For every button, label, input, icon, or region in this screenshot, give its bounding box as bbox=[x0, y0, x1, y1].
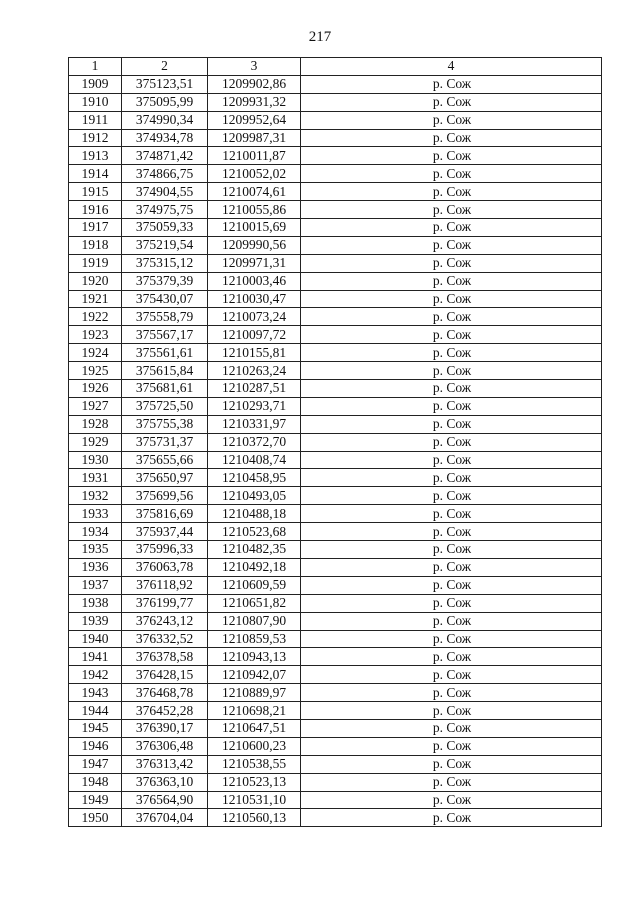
table-row bbox=[69, 201, 602, 219]
point-number-cell: 1922 bbox=[69, 308, 122, 326]
name-cell: р. Сож bbox=[301, 755, 602, 773]
point-number-cell: 1916 bbox=[69, 201, 122, 219]
point-number-cell: 1920 bbox=[69, 272, 122, 290]
x-coordinate-cell: 376306,48 bbox=[122, 737, 208, 755]
point-number-cell: 1931 bbox=[69, 469, 122, 487]
name-cell: р. Сож bbox=[301, 791, 602, 809]
table-row bbox=[69, 415, 602, 433]
point-number-cell: 1947 bbox=[69, 755, 122, 773]
x-coordinate-cell: 375123,51 bbox=[122, 75, 208, 93]
table-row bbox=[69, 648, 602, 666]
table-row bbox=[69, 719, 602, 737]
x-coordinate-cell: 376452,28 bbox=[122, 702, 208, 720]
table-row bbox=[69, 541, 602, 559]
point-number-cell: 1909 bbox=[69, 75, 122, 93]
name-cell: р. Сож bbox=[301, 165, 602, 183]
name-cell: р. Сож bbox=[301, 523, 602, 541]
name-cell: р. Сож bbox=[301, 183, 602, 201]
y-coordinate-cell: 1210293,71 bbox=[208, 397, 301, 415]
table-row bbox=[69, 165, 602, 183]
name-cell: р. Сож bbox=[301, 397, 602, 415]
table-row bbox=[69, 755, 602, 773]
x-coordinate-cell: 375315,12 bbox=[122, 254, 208, 272]
name-cell: р. Сож bbox=[301, 380, 602, 398]
coordinates-table bbox=[68, 57, 602, 827]
point-number-cell: 1915 bbox=[69, 183, 122, 201]
table-row bbox=[69, 183, 602, 201]
x-coordinate-cell: 375430,07 bbox=[122, 290, 208, 308]
name-cell: р. Сож bbox=[301, 451, 602, 469]
x-coordinate-cell: 376428,15 bbox=[122, 666, 208, 684]
point-number-cell: 1944 bbox=[69, 702, 122, 720]
x-coordinate-cell: 374934,78 bbox=[122, 129, 208, 147]
table-row bbox=[69, 791, 602, 809]
table-row bbox=[69, 630, 602, 648]
point-number-cell: 1917 bbox=[69, 219, 122, 237]
table-body bbox=[69, 58, 602, 827]
name-cell: р. Сож bbox=[301, 666, 602, 684]
point-number-cell: 1941 bbox=[69, 648, 122, 666]
name-cell: р. Сож bbox=[301, 290, 602, 308]
y-coordinate-cell: 1209971,31 bbox=[208, 254, 301, 272]
y-coordinate-cell: 1210015,69 bbox=[208, 219, 301, 237]
y-coordinate-cell: 1210609,59 bbox=[208, 576, 301, 594]
name-cell: р. Сож bbox=[301, 719, 602, 737]
x-coordinate-cell: 375219,54 bbox=[122, 236, 208, 254]
table-row bbox=[69, 308, 602, 326]
point-number-cell: 1919 bbox=[69, 254, 122, 272]
y-coordinate-cell: 1210011,87 bbox=[208, 147, 301, 165]
name-cell: р. Сож bbox=[301, 75, 602, 93]
table-row bbox=[69, 773, 602, 791]
x-coordinate-cell: 376063,78 bbox=[122, 558, 208, 576]
header-cell-number: 1 bbox=[69, 58, 122, 76]
point-number-cell: 1939 bbox=[69, 612, 122, 630]
point-number-cell: 1921 bbox=[69, 290, 122, 308]
name-cell: р. Сож bbox=[301, 541, 602, 559]
point-number-cell: 1918 bbox=[69, 236, 122, 254]
name-cell: р. Сож bbox=[301, 147, 602, 165]
point-number-cell: 1948 bbox=[69, 773, 122, 791]
point-number-cell: 1946 bbox=[69, 737, 122, 755]
x-coordinate-cell: 375731,37 bbox=[122, 433, 208, 451]
y-coordinate-cell: 1210488,18 bbox=[208, 505, 301, 523]
name-cell: р. Сож bbox=[301, 469, 602, 487]
x-coordinate-cell: 375655,66 bbox=[122, 451, 208, 469]
x-coordinate-cell: 375755,38 bbox=[122, 415, 208, 433]
y-coordinate-cell: 1209902,86 bbox=[208, 75, 301, 93]
name-cell: р. Сож bbox=[301, 773, 602, 791]
header-cell-name: 4 bbox=[301, 58, 602, 76]
point-number-cell: 1938 bbox=[69, 594, 122, 612]
x-coordinate-cell: 375650,97 bbox=[122, 469, 208, 487]
table-row bbox=[69, 702, 602, 720]
y-coordinate-cell: 1209952,64 bbox=[208, 111, 301, 129]
name-cell: р. Сож bbox=[301, 219, 602, 237]
name-cell: р. Сож bbox=[301, 93, 602, 111]
name-cell: р. Сож bbox=[301, 236, 602, 254]
y-coordinate-cell: 1210943,13 bbox=[208, 648, 301, 666]
x-coordinate-cell: 375996,33 bbox=[122, 541, 208, 559]
table-row bbox=[69, 380, 602, 398]
x-coordinate-cell: 375937,44 bbox=[122, 523, 208, 541]
table-row bbox=[69, 612, 602, 630]
table-row bbox=[69, 523, 602, 541]
name-cell: р. Сож bbox=[301, 111, 602, 129]
y-coordinate-cell: 1210073,24 bbox=[208, 308, 301, 326]
y-coordinate-cell: 1210859,53 bbox=[208, 630, 301, 648]
table-header-row bbox=[69, 58, 602, 76]
y-coordinate-cell: 1210538,55 bbox=[208, 755, 301, 773]
y-coordinate-cell: 1210942,07 bbox=[208, 666, 301, 684]
name-cell: р. Сож bbox=[301, 129, 602, 147]
point-number-cell: 1914 bbox=[69, 165, 122, 183]
x-coordinate-cell: 375681,61 bbox=[122, 380, 208, 398]
y-coordinate-cell: 1210155,81 bbox=[208, 344, 301, 362]
name-cell: р. Сож bbox=[301, 558, 602, 576]
x-coordinate-cell: 374990,34 bbox=[122, 111, 208, 129]
x-coordinate-cell: 375725,50 bbox=[122, 397, 208, 415]
x-coordinate-cell: 374871,42 bbox=[122, 147, 208, 165]
point-number-cell: 1933 bbox=[69, 505, 122, 523]
y-coordinate-cell: 1210600,23 bbox=[208, 737, 301, 755]
name-cell: р. Сож bbox=[301, 594, 602, 612]
point-number-cell: 1928 bbox=[69, 415, 122, 433]
y-coordinate-cell: 1209931,32 bbox=[208, 93, 301, 111]
y-coordinate-cell: 1210493,05 bbox=[208, 487, 301, 505]
y-coordinate-cell: 1210647,51 bbox=[208, 719, 301, 737]
x-coordinate-cell: 376378,58 bbox=[122, 648, 208, 666]
table-row bbox=[69, 433, 602, 451]
table-row bbox=[69, 147, 602, 165]
y-coordinate-cell: 1210052,02 bbox=[208, 165, 301, 183]
x-coordinate-cell: 376199,77 bbox=[122, 594, 208, 612]
name-cell: р. Сож bbox=[301, 487, 602, 505]
point-number-cell: 1940 bbox=[69, 630, 122, 648]
point-number-cell: 1924 bbox=[69, 344, 122, 362]
point-number-cell: 1911 bbox=[69, 111, 122, 129]
point-number-cell: 1927 bbox=[69, 397, 122, 415]
table-row bbox=[69, 666, 602, 684]
table-row bbox=[69, 129, 602, 147]
x-coordinate-cell: 375615,84 bbox=[122, 362, 208, 380]
name-cell: р. Сож bbox=[301, 576, 602, 594]
y-coordinate-cell: 1210408,74 bbox=[208, 451, 301, 469]
x-coordinate-cell: 375379,39 bbox=[122, 272, 208, 290]
point-number-cell: 1943 bbox=[69, 684, 122, 702]
point-number-cell: 1910 bbox=[69, 93, 122, 111]
x-coordinate-cell: 376468,78 bbox=[122, 684, 208, 702]
point-number-cell: 1912 bbox=[69, 129, 122, 147]
table-row bbox=[69, 469, 602, 487]
name-cell: р. Сож bbox=[301, 702, 602, 720]
y-coordinate-cell: 1210523,13 bbox=[208, 773, 301, 791]
name-cell: р. Сож bbox=[301, 648, 602, 666]
y-coordinate-cell: 1210651,82 bbox=[208, 594, 301, 612]
header-cell-x: 2 bbox=[122, 58, 208, 76]
y-coordinate-cell: 1209987,31 bbox=[208, 129, 301, 147]
y-coordinate-cell: 1210492,18 bbox=[208, 558, 301, 576]
x-coordinate-cell: 376332,52 bbox=[122, 630, 208, 648]
name-cell: р. Сож bbox=[301, 433, 602, 451]
x-coordinate-cell: 375095,99 bbox=[122, 93, 208, 111]
table-row bbox=[69, 809, 602, 827]
y-coordinate-cell: 1210055,86 bbox=[208, 201, 301, 219]
table-row bbox=[69, 594, 602, 612]
point-number-cell: 1934 bbox=[69, 523, 122, 541]
x-coordinate-cell: 376564,90 bbox=[122, 791, 208, 809]
point-number-cell: 1913 bbox=[69, 147, 122, 165]
table-row bbox=[69, 75, 602, 93]
x-coordinate-cell: 374904,55 bbox=[122, 183, 208, 201]
point-number-cell: 1925 bbox=[69, 362, 122, 380]
name-cell: р. Сож bbox=[301, 201, 602, 219]
point-number-cell: 1935 bbox=[69, 541, 122, 559]
point-number-cell: 1932 bbox=[69, 487, 122, 505]
point-number-cell: 1937 bbox=[69, 576, 122, 594]
table-row bbox=[69, 93, 602, 111]
y-coordinate-cell: 1210560,13 bbox=[208, 809, 301, 827]
y-coordinate-cell: 1210030,47 bbox=[208, 290, 301, 308]
table-row bbox=[69, 397, 602, 415]
point-number-cell: 1923 bbox=[69, 326, 122, 344]
table-row bbox=[69, 254, 602, 272]
x-coordinate-cell: 375699,56 bbox=[122, 487, 208, 505]
name-cell: р. Сож bbox=[301, 737, 602, 755]
table-row bbox=[69, 684, 602, 702]
y-coordinate-cell: 1210331,97 bbox=[208, 415, 301, 433]
table-row bbox=[69, 737, 602, 755]
y-coordinate-cell: 1210698,21 bbox=[208, 702, 301, 720]
y-coordinate-cell: 1209990,56 bbox=[208, 236, 301, 254]
name-cell: р. Сож bbox=[301, 254, 602, 272]
page-number: 217 bbox=[308, 29, 332, 45]
point-number-cell: 1945 bbox=[69, 719, 122, 737]
table-row bbox=[69, 236, 602, 254]
y-coordinate-cell: 1210807,90 bbox=[208, 612, 301, 630]
y-coordinate-cell: 1210889,97 bbox=[208, 684, 301, 702]
y-coordinate-cell: 1210531,10 bbox=[208, 791, 301, 809]
table-row bbox=[69, 558, 602, 576]
y-coordinate-cell: 1210097,72 bbox=[208, 326, 301, 344]
x-coordinate-cell: 375558,79 bbox=[122, 308, 208, 326]
x-coordinate-cell: 374866,75 bbox=[122, 165, 208, 183]
y-coordinate-cell: 1210482,35 bbox=[208, 541, 301, 559]
name-cell: р. Сож bbox=[301, 809, 602, 827]
name-cell: р. Сож bbox=[301, 684, 602, 702]
name-cell: р. Сож bbox=[301, 612, 602, 630]
table-row bbox=[69, 272, 602, 290]
y-coordinate-cell: 1210458,95 bbox=[208, 469, 301, 487]
name-cell: р. Сож bbox=[301, 415, 602, 433]
y-coordinate-cell: 1210263,24 bbox=[208, 362, 301, 380]
point-number-cell: 1926 bbox=[69, 380, 122, 398]
y-coordinate-cell: 1210003,46 bbox=[208, 272, 301, 290]
table-row bbox=[69, 451, 602, 469]
x-coordinate-cell: 375561,61 bbox=[122, 344, 208, 362]
point-number-cell: 1942 bbox=[69, 666, 122, 684]
point-number-cell: 1929 bbox=[69, 433, 122, 451]
x-coordinate-cell: 376118,92 bbox=[122, 576, 208, 594]
x-coordinate-cell: 374975,75 bbox=[122, 201, 208, 219]
name-cell: р. Сож bbox=[301, 308, 602, 326]
y-coordinate-cell: 1210523,68 bbox=[208, 523, 301, 541]
table-row bbox=[69, 290, 602, 308]
table-row bbox=[69, 505, 602, 523]
table-row bbox=[69, 344, 602, 362]
x-coordinate-cell: 375567,17 bbox=[122, 326, 208, 344]
name-cell: р. Сож bbox=[301, 326, 602, 344]
x-coordinate-cell: 376363,10 bbox=[122, 773, 208, 791]
point-number-cell: 1950 bbox=[69, 809, 122, 827]
x-coordinate-cell: 376313,42 bbox=[122, 755, 208, 773]
table-row bbox=[69, 576, 602, 594]
y-coordinate-cell: 1210287,51 bbox=[208, 380, 301, 398]
y-coordinate-cell: 1210074,61 bbox=[208, 183, 301, 201]
header-cell-y: 3 bbox=[208, 58, 301, 76]
point-number-cell: 1930 bbox=[69, 451, 122, 469]
name-cell: р. Сож bbox=[301, 630, 602, 648]
x-coordinate-cell: 376704,04 bbox=[122, 809, 208, 827]
table-row bbox=[69, 326, 602, 344]
x-coordinate-cell: 375059,33 bbox=[122, 219, 208, 237]
table-row bbox=[69, 362, 602, 380]
x-coordinate-cell: 376243,12 bbox=[122, 612, 208, 630]
x-coordinate-cell: 375816,69 bbox=[122, 505, 208, 523]
table-row bbox=[69, 219, 602, 237]
name-cell: р. Сож bbox=[301, 505, 602, 523]
table-row bbox=[69, 111, 602, 129]
name-cell: р. Сож bbox=[301, 362, 602, 380]
name-cell: р. Сож bbox=[301, 344, 602, 362]
point-number-cell: 1949 bbox=[69, 791, 122, 809]
table-row bbox=[69, 487, 602, 505]
y-coordinate-cell: 1210372,70 bbox=[208, 433, 301, 451]
name-cell: р. Сож bbox=[301, 272, 602, 290]
point-number-cell: 1936 bbox=[69, 558, 122, 576]
x-coordinate-cell: 376390,17 bbox=[122, 719, 208, 737]
